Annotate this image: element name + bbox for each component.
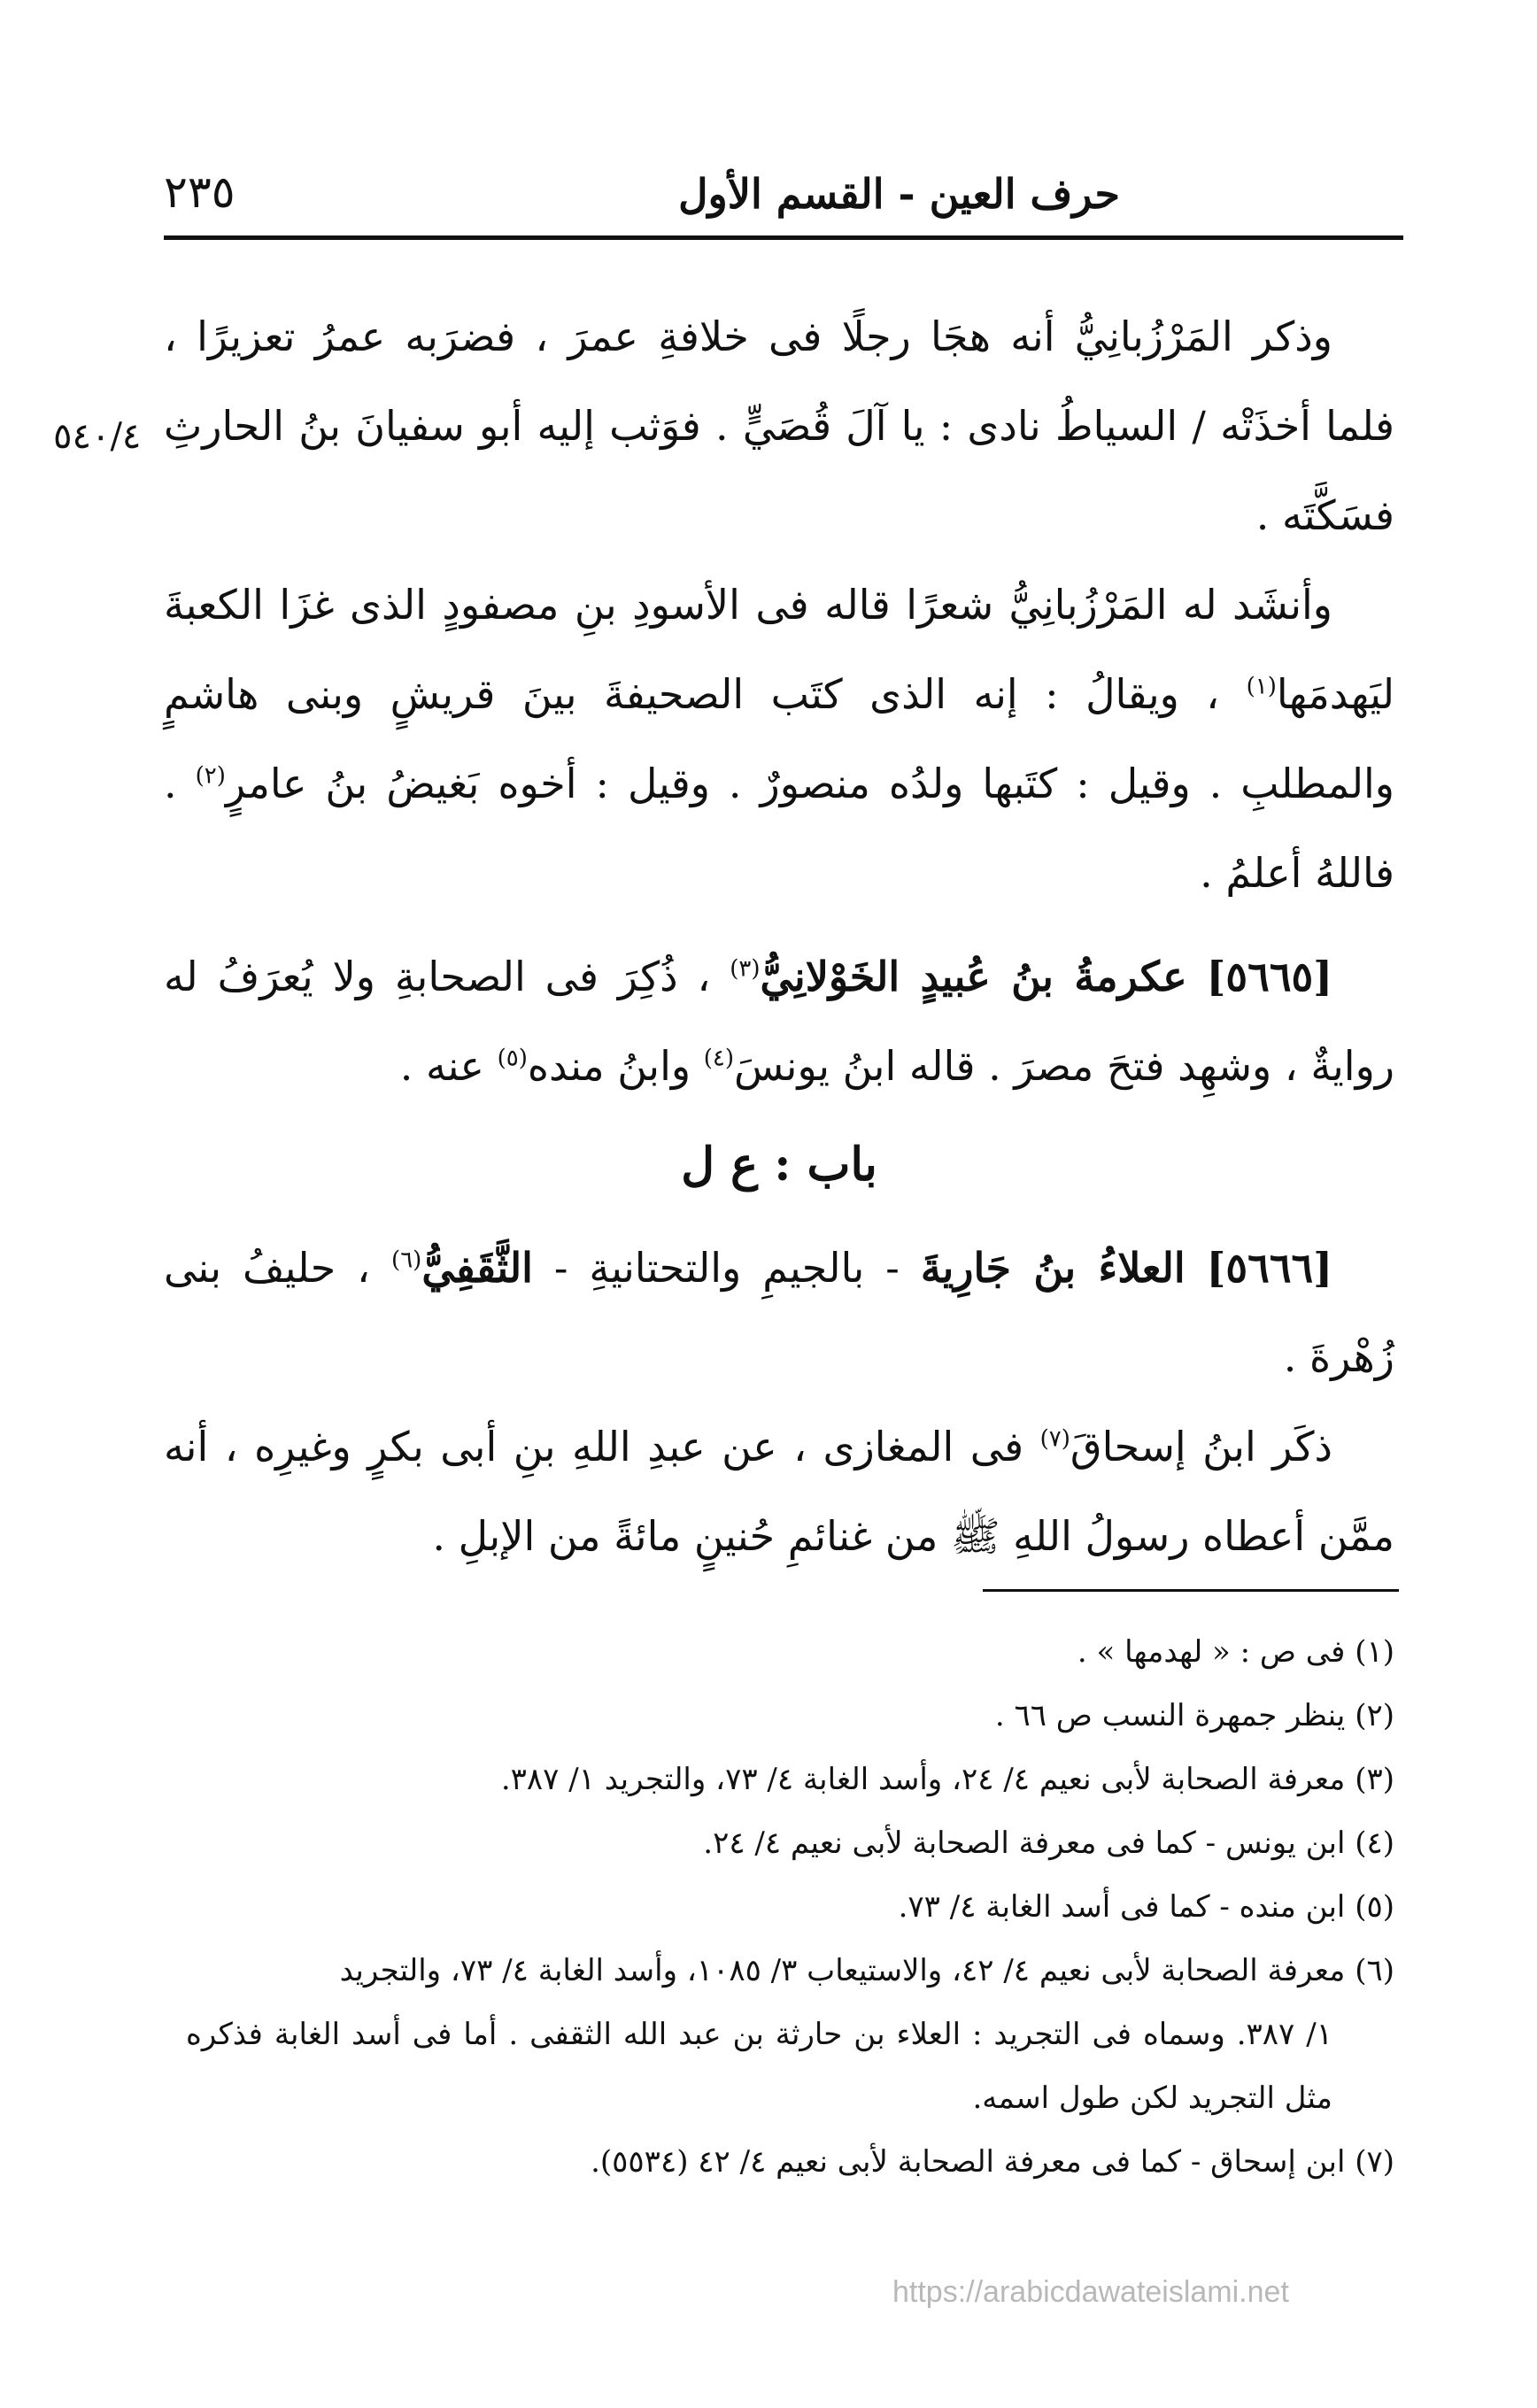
page-number: ٢٣٥: [164, 166, 236, 218]
footnote-4: (٤) ابن يونس - كما فى معرفة الصحابة لأبى نعيم ٤/ ٢٤.: [703, 1825, 1394, 1861]
main-text: [164, 292, 1394, 1581]
entry-name: عكرمةُ بنُ عُبيدٍ الخَوْلانِيُّ: [760, 953, 1187, 1000]
footnote-6-continued: ١/ ٣٨٧. وسماه فى التجريد : العلاء بن حارثة بن عبد الله الثقفى . أما فى أسد الغابة فذكره مثل التجريد لكن طول اسمه.: [186, 2017, 1332, 2116]
footnote-7: (٧) ابن إسحاق - كما فى معرفة الصحابة لأبى نعيم ٤/ ٤٢ (٥٥٣٤).: [591, 2144, 1394, 2180]
footnote-ref-7[interactable]: (٧): [1039, 1425, 1070, 1453]
entry-5665: [164, 932, 1394, 1111]
entry-number: [٥٦٦٥]: [1206, 953, 1333, 1000]
footnote-ref-6[interactable]: (٦): [391, 1246, 422, 1274]
header-rule: [164, 235, 1403, 240]
footnote-2: (٢) ينظر جمهرة النسب ص ٦٦ .: [994, 1698, 1394, 1733]
entry-text: ، حليفُ بنى زُهْرةَ .: [164, 1244, 1394, 1381]
footnote-1: (١) فى ص : « لهدمها » .: [1077, 1634, 1394, 1670]
footnote-ref-4[interactable]: (٤): [703, 1045, 734, 1072]
page-header: [164, 159, 1403, 230]
entry-5666: [164, 1223, 1394, 1402]
entry-nisba: الثَّقَفِيُّ: [421, 1244, 533, 1292]
entry-text-a: ، ذُكِرَ فى الصحابةِ ولا يُعرَفُ له روايةٌ ، وشهِد فتحَ مصرَ . قاله ابنُ يونسَ: [164, 953, 1394, 1090]
entry-number: [٥٦٦٦]: [1206, 1244, 1332, 1292]
entry-name: العلاءُ بنُ جَارِيةَ: [920, 1244, 1186, 1292]
footnotes: [186, 1620, 1394, 2194]
footnote-3: (٣) معرفة الصحابة لأبى نعيم ٤/ ٢٤، وأسد الغابة ٤/ ٧٣، والتجريد ١/ ٣٨٧.: [500, 1762, 1394, 1797]
paragraph-3-text-a: ذكَر ابنُ إسحاقَ: [1070, 1423, 1333, 1470]
paragraph-2-text-c: . فاللهُ أعلمُ .: [164, 760, 1394, 897]
footnote-ref-1[interactable]: (١): [1246, 673, 1277, 700]
footnote-6: (٦) معرفة الصحابة لأبى نعيم ٤/ ٤٢، والاستيعاب ٣/ ١٠٨٥، وأسد الغابة ٤/ ٧٣، والتجريد: [339, 1953, 1394, 1988]
footnote-ref-3[interactable]: (٣): [730, 955, 761, 983]
paragraph-2-text-a: وأنشَد له المَرْزُبانِيُّ شعرًا قاله فى الأسودِ بنِ مصفودٍ الذى غزَا الكعبةَ ليَهدمَها: [164, 581, 1395, 718]
footnote-ref-5[interactable]: (٥): [497, 1045, 528, 1072]
section-heading: باب : ع ل: [681, 1138, 877, 1192]
paragraph-3-text-b: فى المغازى ، عن عبدِ اللهِ بنِ أبى بكرٍ وغيرِه ، أنه ممَّن أعطاه رسولُ اللهِ ﷺ من غنائمِ حُنينٍ مائةً من الإبلِ .: [164, 1423, 1394, 1560]
running-title: حرف العين - القسم الأول: [678, 170, 1120, 218]
paragraph-2-text-b: ، ويقالُ : إنه الذى كتَب الصحيفةَ بينَ قريشٍ وبنى هاشمٍ والمطلبِ . وقيل : كتَبها ولدُه منصورٌ . وقيل : أخوه بَغيضُ بنُ عامرٍ: [164, 670, 1394, 807]
entry-text-c: عنه .: [399, 1042, 484, 1090]
footnote-ref-2[interactable]: (٢): [195, 762, 226, 790]
entry-note: - بالجيمِ والتحتانيةِ -: [553, 1244, 900, 1292]
paragraph-3: [164, 1402, 1394, 1581]
paragraph-2: [164, 560, 1394, 918]
footnote-5: (٥) ابن منده - كما فى أسد الغابة ٤/ ٧٣.: [898, 1889, 1394, 1925]
entry-text-b: وابنُ منده: [527, 1042, 691, 1090]
footnote-rule: [983, 1589, 1399, 1592]
watermark-url: https://arabicdawateislami.net: [892, 2275, 1289, 2309]
paragraph-1: وذكر المَرْزُبانِيُّ أنه هجَا رجلًا فى خلافةِ عمرَ ، فضرَبه عمرُ تعزيرًا ، فلما أخذَتْه / السياطُ نادى : يا آلَ قُصَيٍّ . فوَثب إليه أبو سفيانَ بنُ الحارثِ فسَكَّتَه .: [164, 313, 1394, 539]
margin-reference: ٥٤٠/٤: [53, 416, 142, 457]
